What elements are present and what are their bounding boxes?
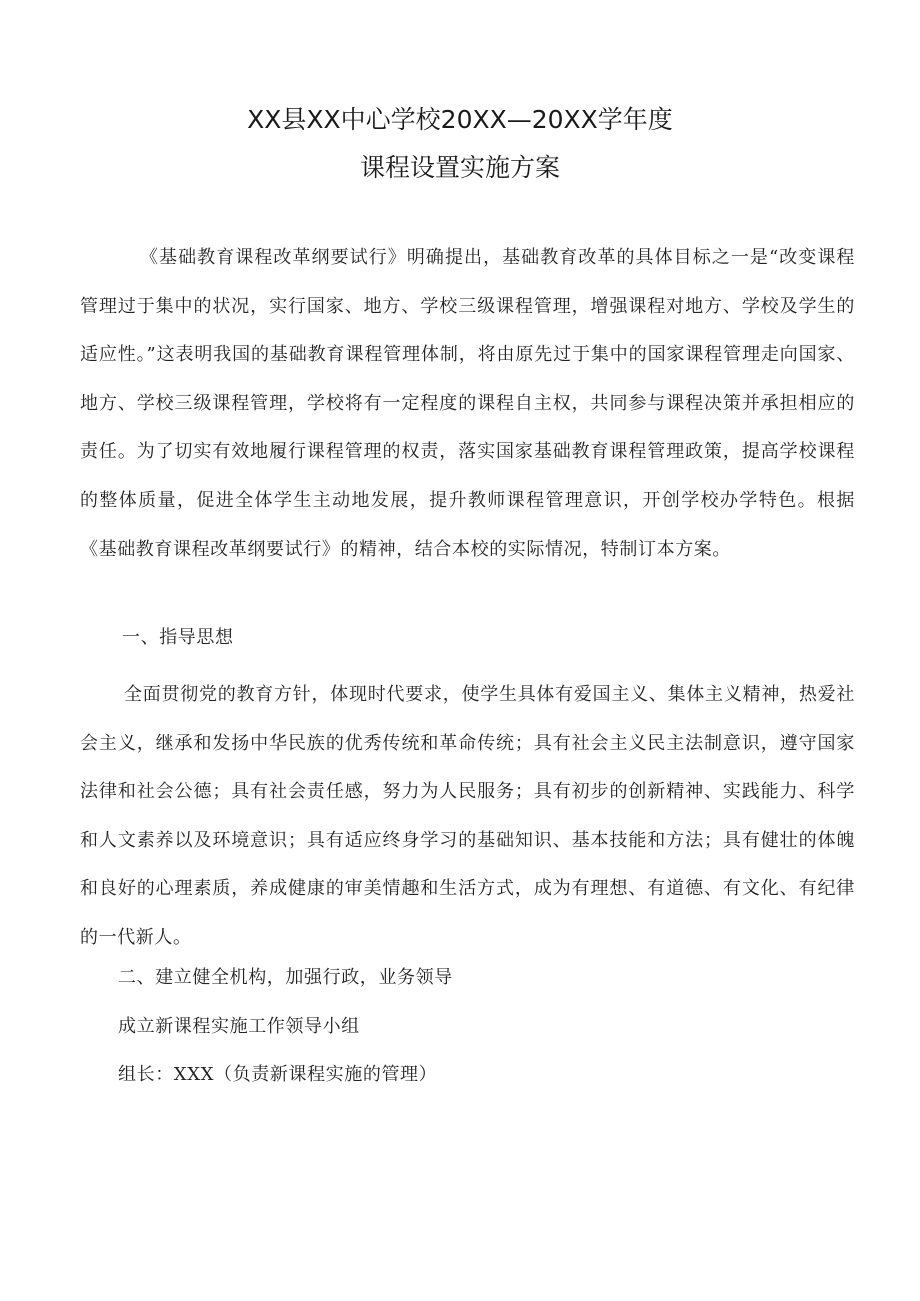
document-title-line1: XX县XX中心学校20XX—20XX学年度 <box>247 105 673 134</box>
group-leader-line: 组长：XXX（负责新课程实施的管理） <box>118 1064 438 1085</box>
guiding-thought-paragraph: 全面贯彻党的教育方针，体现时代要求，使学生具体有爱国主义、集体主义精神，热爱社会主义，继承和发扬中华民族的优秀传统和革命传统；具有社会主义民主法制意识，遵守国家法律和社会公德；具有社会责任感，努力为人民服务；具有初步的创新精神、实践能力、科学和人文素养以及环境意识；具有适应终身学习的基础知识、基本技能和方法；具有健壮的体魄和良好的心理素质，养成健康的审美情趣和生活方式，成为有理想、有道德、有文化、有纪律的一代新人。 <box>80 684 855 948</box>
section-heading-guiding-thought: 一、指导思想 <box>122 627 234 648</box>
intro-paragraph: 《基础教育课程改革纲要试行》明确提出，基础教育改革的具体目标之一是“改变课程管理过于集中的状况，实行国家、地方、学校三级课程管理，增强课程对地方、学校及学生的适应性。”这表明我国的基础教育课程管理体制，将由原先过于集中的国家课程管理走向国家、地方、学校三级课程管理，学校将有一定程度的课程自主权，共同参与课程决策并承担相应的责任。为了切实有效地履行课程管理的权责，落实国家基础教育课程管理政策，提高学校课程的整体质量，促进全体学生主动地发展，提升教师课程管理意识，开创学校办学特色。根据《基础教育课程改革纲要试行》的精神，结合本校的实际情况，特制订本方案。 <box>80 247 855 560</box>
section-heading-organization: 二、建立健全机构，加强行政，业务领导 <box>118 967 453 988</box>
leadership-group-line: 成立新课程实施工作领导小组 <box>118 1016 360 1037</box>
document-title-line2: 课程设置实施方案 <box>359 153 560 182</box>
